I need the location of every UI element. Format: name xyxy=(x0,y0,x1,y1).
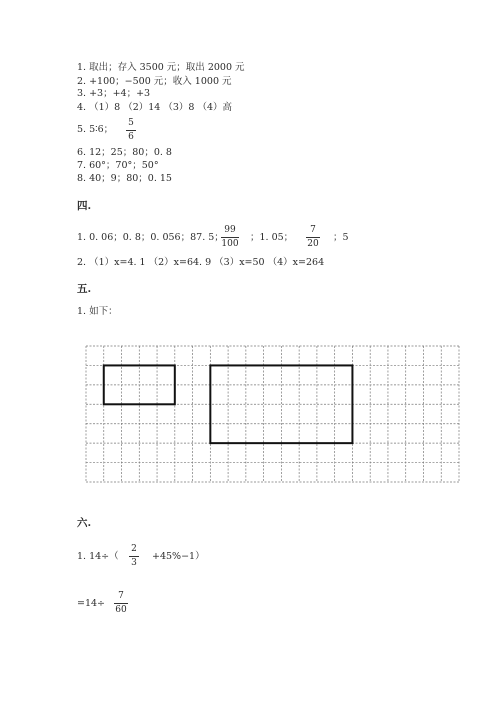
fraction-denominator: 100 xyxy=(221,239,239,249)
fraction-7-20 xyxy=(306,225,320,250)
fraction-bar xyxy=(221,237,239,238)
fraction-denominator: 6 xyxy=(128,132,134,142)
answer-line-3: 3. +3；+4；+3 xyxy=(77,88,151,99)
grid-canvas xyxy=(85,345,460,483)
fraction-denominator: 3 xyxy=(131,558,137,568)
fraction-99-100 xyxy=(221,225,239,250)
section-4-q2: 2. （1）x=4. 1 （2）x=64. 9 （3）x=50 （4）x=264 xyxy=(77,257,325,268)
fraction-numerator: 5 xyxy=(128,118,134,128)
fraction-numerator: 2 xyxy=(131,544,137,554)
answer-line-2: 2. +100；−500 元；收入 1000 元 xyxy=(77,76,232,87)
fraction-bar xyxy=(129,556,139,557)
section-4-heading: 四. xyxy=(77,200,92,212)
fraction-5-6 xyxy=(126,118,136,143)
answer-line-1: 1. 取出；存入 3500 元；取出 2000 元 xyxy=(77,62,245,73)
section-5-q1: 1. 如下： xyxy=(77,306,118,317)
fraction-numerator: 7 xyxy=(118,591,124,601)
section-6-q2-text: =14÷ xyxy=(77,598,106,609)
fraction-7-60 xyxy=(114,591,128,616)
drawing-grid xyxy=(85,345,460,483)
fraction-denominator: 20 xyxy=(307,239,319,249)
answer-line-5: 5. 5∶6； xyxy=(77,124,114,135)
answer-line-6: 6. 12；25；80；0. 8 xyxy=(77,147,172,158)
fraction-numerator: 99 xyxy=(224,225,236,235)
answer-line-7: 7. 60°；70°；50° xyxy=(77,160,159,171)
fraction-bar xyxy=(126,130,136,131)
section-6-q1-text: 1. 14÷（ xyxy=(77,551,119,562)
fraction-denominator: 60 xyxy=(115,605,127,615)
fraction-2-3 xyxy=(129,544,139,569)
section-4-q1-end: ；5 xyxy=(333,232,349,243)
fraction-bar xyxy=(114,603,128,604)
answer-line-4: 4. （1）8 （2）14 （3）8 （4）高 xyxy=(77,102,232,113)
fraction-numerator: 7 xyxy=(310,225,316,235)
section-4-q1-mid: ；1. 05； xyxy=(250,232,294,243)
fraction-bar xyxy=(306,237,320,238)
section-6-heading: 六. xyxy=(77,517,92,529)
answer-line-8: 8. 40；9；80；0. 15 xyxy=(77,173,172,184)
section-6-q1-suffix: +45%−1） xyxy=(152,551,205,562)
section-5-heading: 五. xyxy=(77,283,92,295)
section-4-q1-text: 1. 0. 06；0. 8；0. 056；87. 5； xyxy=(77,232,224,243)
